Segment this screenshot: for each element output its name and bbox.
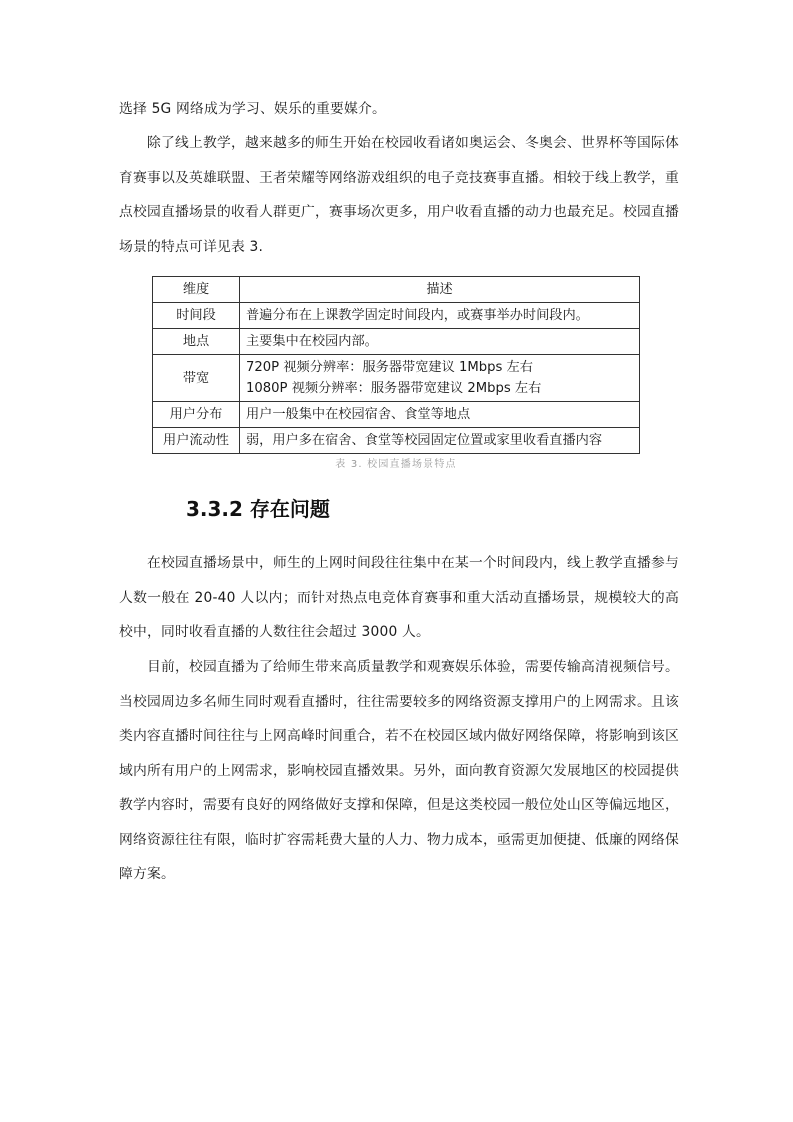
- table-cell-dimension: 用户分布: [153, 402, 240, 428]
- table-header-dimension: 维度: [153, 277, 240, 303]
- paragraph-campus-live-overview: 除了线上教学，越来越多的师生开始在校园收看诸如奥运会、冬奥会、世界杯等国际体育赛事以及英雄联盟、王者荣耀等网络游戏组织的电子竞技赛事直播。相较于线上教学，重点校园直播场景的收看人群更广，赛事场次更多，用户收看直播的动力也最充足。校园直播场景的特点可详见表 3.: [119, 135, 679, 255]
- table-cell-description: 弱，用户多在宿舍、食堂等校园固定位置或家里收看直播内容: [240, 428, 640, 454]
- table-cell-description: [240, 355, 640, 402]
- table-header-row: [153, 277, 640, 303]
- table-row: [153, 329, 640, 355]
- paragraph-time-concentration: 在校园直播场景中，师生的上网时间段往往集中在某一个时间段内，线上教学直播参与人数一般在 20-40 人以内；而针对热点电竞体育赛事和重大活动直播场景，规模较大的高校中，同时收看直播的人数往往会超过 3000 人。: [119, 555, 679, 640]
- section-heading: [186, 493, 330, 522]
- campus-live-feature-table: [152, 276, 640, 454]
- table-row: [153, 355, 640, 402]
- bandwidth-1080p-line: 1080P 视频分辨率：服务器带宽建议 2Mbps 左右: [246, 381, 542, 396]
- table-row: [153, 402, 640, 428]
- section-title: 存在问题: [249, 497, 330, 521]
- table-cell-description: 普遍分布在上课教学固定时间段内，或赛事举办时间段内。: [240, 303, 640, 329]
- table-cell-dimension: 用户流动性: [153, 428, 240, 454]
- table-row: [153, 428, 640, 454]
- table-cell-dimension: 时间段: [153, 303, 240, 329]
- bandwidth-720p-line: 720P 视频分辨率：服务器带宽建议 1Mbps 左右: [246, 360, 533, 375]
- table-header-description: 描述: [240, 277, 640, 303]
- paragraph-network-problems: 目前，校园直播为了给师生带来高质量教学和观赛娱乐体验，需要传输高清视频信号。当校园周边多名师生同时观看直播时，往往需要较多的网络资源支撑用户的上网需求。且该类内容直播时间往往与上网高峰时间重合，若不在校园区域内做好网络保障，将影响到该区域内所有用户的上网需求，影响校园直播效果。另外，面向教育资源欠发展地区的校园提供教学内容时，需要有良好的网络做好支撑和保障，但是这类校园一般位处山区等偏远地区，网络资源往往有限，临时扩容需耗费大量的人力、物力成本，亟需更加便捷、低廉的网络保障方案。: [119, 659, 679, 882]
- section-number: 3.3.2: [186, 497, 243, 521]
- table-cell-dimension: 带宽: [153, 355, 240, 402]
- table-cell-description: 用户一般集中在校园宿舍、食堂等地点: [240, 402, 640, 428]
- table-cell-description: 主要集中在校园内部。: [240, 329, 640, 355]
- table-caption: 表 3. 校园直播场景特点: [335, 459, 457, 470]
- table-row: [153, 303, 640, 329]
- paragraph-continuation: 选择 5G 网络成为学习、娱乐的重要媒介。: [119, 101, 386, 117]
- table-cell-dimension: 地点: [153, 329, 240, 355]
